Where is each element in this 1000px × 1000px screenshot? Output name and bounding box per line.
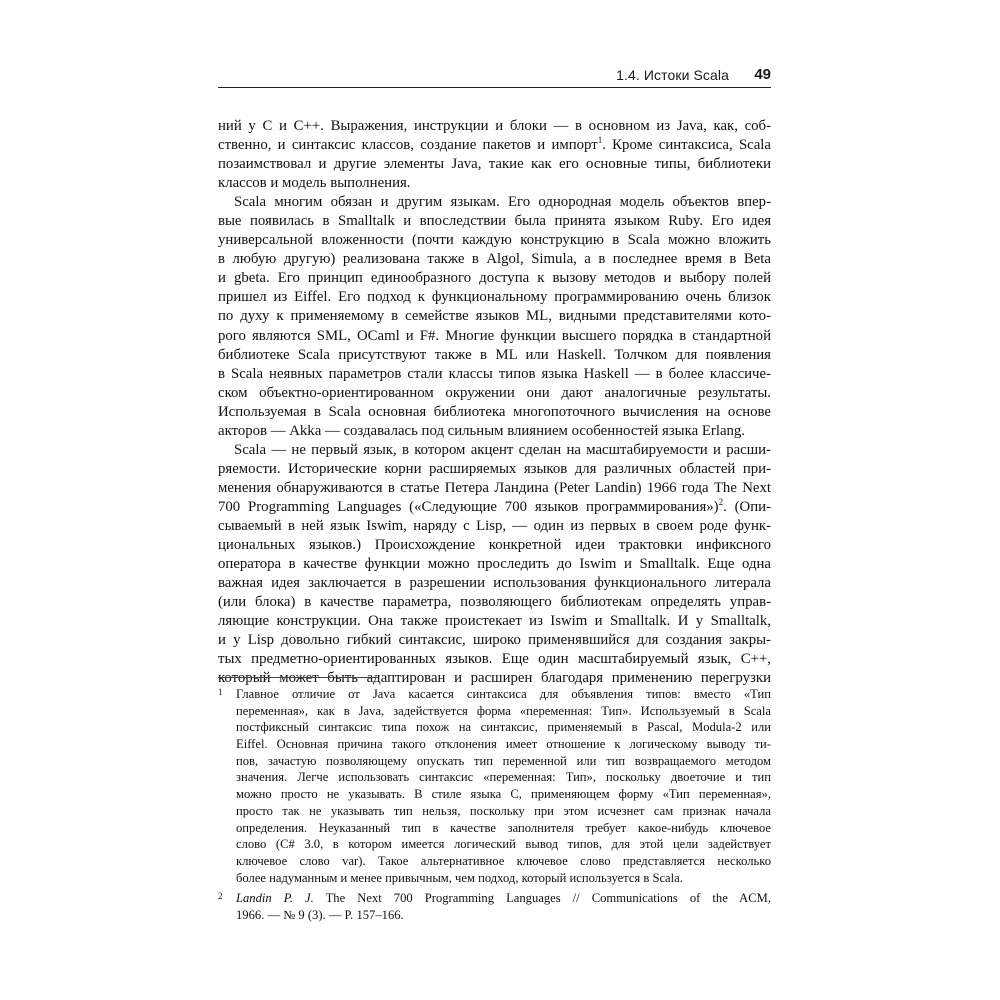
text-line: тых предметно-ориентированных языков. Еще один масштабируемый язык, C++, — [218, 651, 771, 668]
text-line: рого являются SML, OCaml и F#. Многие функции высшего порядка в стандартной — [218, 327, 771, 344]
footnote-line: слово (C# 3.0, в котором имеется логический вывод типов, для этой цели задействует — [236, 837, 771, 852]
footnote-1 — [218, 686, 771, 886]
footnote-line — [236, 890, 771, 907]
footnote-line: просто так не указывать тип нельзя, поскольку при этом исчезнет сам признак начала — [236, 803, 771, 818]
citation-title: The Next 700 Programming Languages // Communications of the ACM, — [313, 891, 771, 906]
footnote-line: значения. Легче использовать синтаксис «переменная: Тип», поскольку двоеточие и тип — [236, 770, 771, 785]
footnote-line: пов, зачастую позволяющему опускать тип переменной или тип возвращаемого методом — [236, 753, 771, 768]
text-fragment: . (Опи- — [723, 498, 771, 515]
text-line: в Scala неявных параметров стали классы типов языка Haskell — в более классиче- — [218, 365, 771, 382]
text-line: который может быть адаптирован и расширен благодаря применению перегрузки — [218, 670, 771, 687]
text-fragment: . Кроме синтаксиса, Scala — [602, 137, 771, 154]
footnote-marker: 2 — [218, 891, 223, 902]
header-rule — [218, 87, 771, 88]
text-line: ний у C и C++. Выражения, инструкции и блоки — в основном из Java, как, соб- — [218, 118, 771, 134]
footnotes — [218, 686, 771, 924]
text-line: важная идея заключается в разрешении использования функционального литерала — [218, 575, 771, 592]
text-line: пришел из Eiffel. Его подход к функциональному программированию очень близок — [218, 289, 771, 306]
footnote-ref-2[interactable]: 2 — [718, 497, 724, 508]
footnote-line: 1966. — № 9 (3). — P. 157–166. — [236, 907, 404, 922]
text-line: оператора в качестве функции можно проследить до Iswim и Smalltalk. Еще одна — [218, 556, 771, 573]
text-line: ском объектно-ориентированном окружении они дают аналогичные результаты. — [218, 384, 771, 401]
text-line: Scala многим обязан и другим языкам. Его однородная модель объектов впер- — [234, 194, 771, 211]
running-header — [218, 67, 771, 87]
text-line: акторов — Akka — создавалась под сильным влиянием особенностей языка Erlang. — [218, 422, 746, 439]
text-line: ряемости. Исторические корни расширяемых языков для различных областей при- — [218, 460, 771, 477]
text-line: и у Lisp довольно гибкий синтаксис, широко применявшийся для создания закры- — [218, 632, 771, 649]
text-fragment: ственно, и синтаксис классов, создание пакетов и импорт — [218, 137, 598, 154]
text-line: позаимствовал и другие элементы Java, такие как его основные типы, библиотеки — [218, 156, 771, 173]
text-line: Используемая в Scala основная библиотека многопоточного вычисления на основе — [218, 403, 771, 420]
footnote-line: можно просто не указывать. В стиле языка C, применяющем форму «Тип переменная», — [236, 787, 771, 802]
footnote-line: более надуманным и менее привычным, чем подход, который используется в Scala. — [236, 870, 683, 885]
text-line: по духу к применяемому в семействе языков ML, видными представителями кото- — [218, 308, 771, 325]
main-text — [218, 117, 771, 688]
text-line: сываемый в ней язык Iswim, наряду с Lisp, — один из первых в своем роде функ- — [218, 517, 771, 534]
text-line: и gbeta. Его принцип единообразного доступа к вызову методов и выбору полей — [218, 270, 771, 287]
page-number: 49 — [754, 66, 771, 83]
text-line — [218, 136, 771, 155]
footnote-2 — [218, 890, 771, 923]
text-line — [218, 498, 771, 517]
text-line: вые появилась в Smalltalk и впоследствии была принята языком Ruby. Его идея — [218, 213, 771, 230]
section-title: 1.4. Истоки Scala — [616, 67, 729, 83]
text-line: библиотеке Scala присутствуют также в ML или Haskell. Толчком для появления — [218, 346, 771, 363]
text-line: в любую другую) реализована также в Algol, Simula, а в последнее время в Beta — [218, 251, 771, 268]
text-line: ляющие конструкции. Она также проистекает из Iswim и Smalltalk. И у Smalltalk, — [218, 613, 771, 630]
text-line: (или блока) в качестве параметра, позволяющего библиотекам определять управ- — [218, 594, 771, 611]
footnote-line: Главное отличие от Java касается синтаксиса для объявления типов: вместо «Тип — [236, 687, 771, 701]
footnote-line: переменная», как в Java, задействуется форма «переменная: Тип». Используемый в Scala — [236, 703, 771, 718]
footnote-rule — [218, 677, 378, 678]
text-line: классов и модель выполнения. — [218, 175, 411, 192]
footnote-line: постфиксный синтаксис типа похож на синтаксис, применяемый в Pascal, Modula-2 или — [236, 720, 771, 735]
text-line: менения обнаруживаются в статье Петера Ландина (Peter Landin) 1966 года The Next — [218, 479, 771, 496]
footnote-line: ключевое слово var). Такое альтернативное ключевое слово представляется несколько — [236, 853, 771, 868]
footnote-line: Eiffel. Основная причина такого отклонения имеет отношение к логическому выводу ти- — [236, 737, 771, 752]
citation-author: Landin P. J. — [236, 891, 314, 906]
footnote-line: определения. Неуказанный тип в качестве заполнителя требует какое-нибудь ключевое — [236, 820, 771, 835]
text-line: циональных языков.) Происхождение конкретной идеи трактовки инфиксного — [218, 537, 771, 554]
text-fragment: 700 Programming Languages («Следующие 700 языков программирования») — [218, 498, 719, 515]
footnote-ref-1[interactable]: 1 — [597, 136, 603, 146]
text-line: Scala — не первый язык, в котором акцент сделан на масштабируемости и расши- — [234, 441, 771, 458]
footnote-marker: 1 — [218, 687, 223, 697]
text-line: универсальной вложенности (почти каждую конструкцию в Scala можно вложить — [218, 232, 771, 249]
